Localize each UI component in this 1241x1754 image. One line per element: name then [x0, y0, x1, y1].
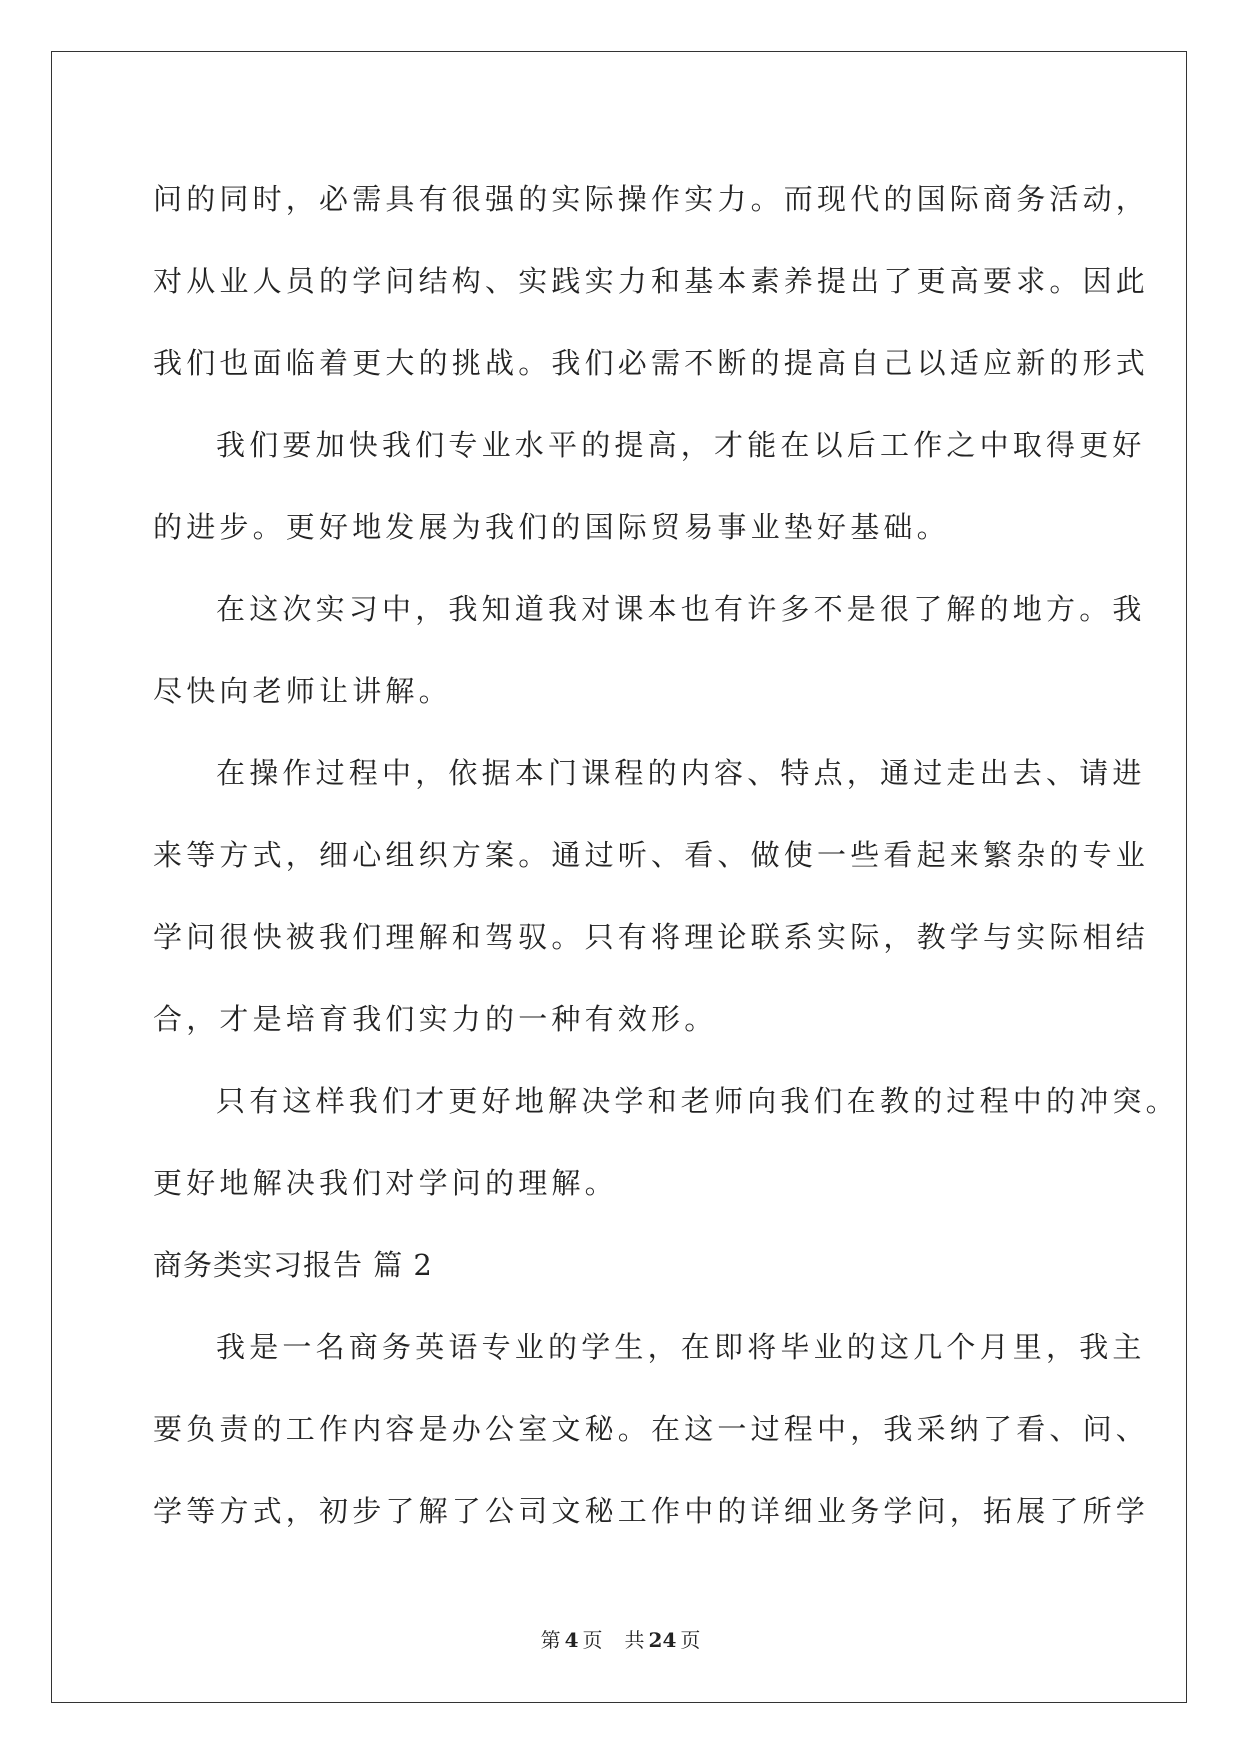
page-prefix: 第: [540, 1628, 561, 1652]
body-line: 来等方式，细心组织方案。通过听、看、做使一些看起来繁杂的专业: [153, 838, 1150, 872]
body-line: 对从业人员的学问结构、实践实力和基本素养提出了更高要求。因此: [153, 264, 1150, 298]
body-line: 我们也面临着更大的挑战。我们必需不断的提高自己以适应新的形式: [153, 346, 1150, 380]
section-heading: 商务类实习报告 篇 2: [153, 1248, 433, 1282]
total-pages: 24: [648, 1628, 677, 1652]
body-line: 我们要加快我们专业水平的提高，才能在以后工作之中取得更好: [216, 428, 1146, 462]
page-number: 4: [564, 1628, 579, 1652]
body-line: 在这次实习中，我知道我对课本也有许多不是很了解的地方。我: [216, 592, 1146, 626]
page-footer: [0, 1624, 1241, 1653]
body-line: 问的同时，必需具有很强的实际操作实力。而现代的国际商务活动，: [153, 182, 1150, 216]
page-suffix: 页: [582, 1628, 603, 1652]
body-line: 尽快向老师让讲解。: [153, 674, 452, 708]
body-line: 在操作过程中，依据本门课程的内容、特点，通过走出去、请进: [216, 756, 1146, 790]
body-line: 的进步。更好地发展为我们的国际贸易事业垫好基础。: [153, 510, 950, 544]
document-body: [153, 158, 1179, 1552]
body-line: 只有这样我们才更好地解决学和老师向我们在教的过程中的冲突。: [216, 1084, 1179, 1118]
body-line: 要负责的工作内容是办公室文秘。在这一过程中，我采纳了看、问、: [153, 1412, 1150, 1446]
total-suffix: 页: [680, 1628, 701, 1652]
body-line: 学等方式，初步了解了公司文秘工作中的详细业务学问，拓展了所学: [153, 1494, 1150, 1528]
body-line: 更好地解决我们对学问的理解。: [153, 1166, 618, 1200]
body-line: 合，才是培育我们实力的一种有效形。: [153, 1002, 718, 1036]
total-prefix: 共: [624, 1628, 645, 1652]
body-line: 学问很快被我们理解和驾驭。只有将理论联系实际，教学与实际相结: [153, 920, 1150, 954]
body-line: 我是一名商务英语专业的学生，在即将毕业的这几个月里，我主: [216, 1330, 1146, 1364]
